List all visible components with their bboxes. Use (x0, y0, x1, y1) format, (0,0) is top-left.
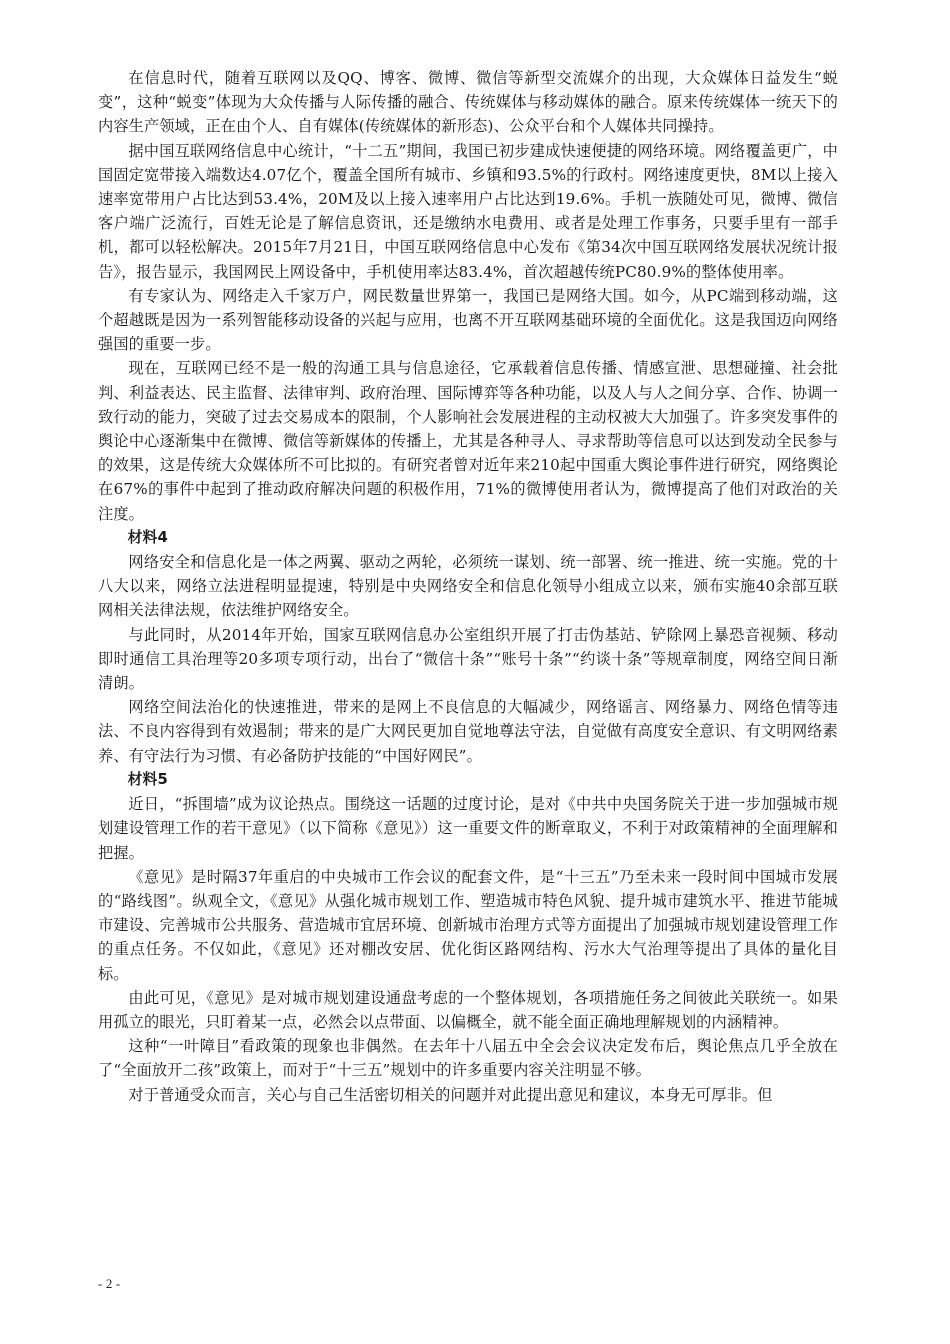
body-paragraph: 对于普通受众而言，关心与自己生活密切相关的问题并对此提出意见和建议，本身无可厚非。但 (128, 1085, 773, 1104)
body-paragraph: 在信息时代，随着互联网以及QQ、博客、微博、微信等新型交流媒介的出现，大众媒体日益发生“蜕变”，这种“蜕变”体现为大众传播与人际传播的融合、传统媒体与移动媒体的融合。原来传统媒体一统天下的内容生产领域，正在由个人、自有媒体(传统媒体的新形态)、公众平台和个人媒体共同操持。 (98, 69, 838, 136)
body-paragraph: 网络安全和信息化是一体之两翼、驱动之两轮，必须统一谋划、统一部署、统一推进、统一实施。党的十八大以来，网络立法进程明显提速，特别是中央网络安全和信息化领导小组成立以来，颁布实施40余部互联网相关法律法规，依法维护网络安全。 (98, 553, 838, 620)
section-heading: 材料5 (127, 770, 168, 788)
body-paragraph: 由此可见，《意见》是对城市规划建设通盘考虑的一个整体规划，各项措施任务之间彼此关联统一。如果用孤立的眼光，只盯着某一点，必然会以点带面、以偏概全，就不能全面正确地理解规划的内涵精神。 (98, 988, 838, 1031)
document-body (98, 66, 838, 1107)
body-paragraph: 现在，互联网已经不是一般的沟通工具与信息途径，它承载着信息传播、情感宣泄、思想碰撞、社会批判、利益表达、民主监督、法律审判、政府治理、国际博弈等各种功能，以及人与人之间分享、合作、协调一致行动的能力，突破了过去交易成本的限制，个人影响社会发展进程的主动权被大大加强了。许多突发事件的舆论中心逐渐集中在微博、微信等新媒体的传播上，尤其是各种寻人、寻求帮助等信息可以达到发动全民参与的效果，这是传统大众媒体所不可比拟的。有研究者曾对近年来210起中国重大舆论事件进行研究，网络舆论在67%的事件中起到了推动政府解决问题的积极作用，71%的微博使用者认为，微博提高了他们对政治的关注度。 (98, 359, 838, 523)
section-heading: 材料4 (127, 528, 168, 546)
body-paragraph: 据中国互联网络信息中心统计，“十二五”期间，我国已初步建成快速便捷的网络环境。网络覆盖更广，中国固定宽带接入端数达4.07亿个，覆盖全国所有城市、乡镇和93.5%的行政村。网络速度更快，8M以上接入速率宽带用户占比达到53.4%，20M及以上接入速率用户占比达到19.6%。手机一族随处可见，微博、微信客户端广泛流行，百姓无论是了解信息资讯，还是缴纳水电费用、或者是处理工作事务，只要手里有一部手机，都可以轻松解决。2015年7月21日，中国互联网络信息中心发布《第34次中国互联网络发展状况统计报告》，报告显示，我国网民上网设备中，手机使用率达83.4%，首次超越传统PC80.9%的整体使用率。 (98, 141, 838, 281)
body-paragraph: 网络空间法治化的快速推进，带来的是网上不良信息的大幅减少，网络谣言、网络暴力、网络色情等违法、不良内容得到有效遏制；带来的是广大网民更加自觉地尊法守法，自觉做有高度安全意识、有文明网络素养、有守法行为习惯、有必备防护技能的“中国好网民”。 (98, 698, 838, 765)
body-paragraph: 有专家认为、网络走入千家万户，网民数量世界第一，我国已是网络大国。如今，从PC端到移动端，这个超越既是因为一系列智能移动设备的兴起与应用，也离不开互联网基础环境的全面优化。这是我国迈向网络强国的重要一步。 (98, 286, 838, 354)
body-paragraph: 与此同时，从2014年开始，国家互联网信息办公室组织开展了打击伪基站、铲除网上暴恐音视频、移动即时通信工具治理等20多项专项行动，出台了“微信十条”“账号十条”“约谈十条”等规章制度，网络空间日渐清朗。 (98, 625, 838, 693)
page-number: - 2 - (98, 1276, 121, 1291)
body-paragraph: 这种“一叶障目”看政策的现象也非偶然。在去年十八届五中全会会议决定发布后，舆论焦点几乎全放在了“全面放开二孩”政策上，而对于“十三五”规划中的许多重要内容关注明显不够。 (98, 1037, 838, 1080)
body-paragraph: 《意见》是时隔37年重启的中央城市工作会议的配套文件，是“十三五”乃至未来一段时间中国城市发展的“路线图”。纵观全文，《意见》从强化城市规划工作、塑造城市特色风貌、提升城市建筑水平、推进节能城市建设、完善城市公共服务、营造城市宜居环境、创新城市治理方式等方面提出了加强城市规划建设管理工作的重点任务。不仅如此，《意见》还对棚改安居、优化街区路网结构、污水大气治理等提出了具体的量化目标。 (98, 867, 838, 983)
body-paragraph: 近日，“拆围墙”成为议论热点。围绕这一话题的过度讨论，是对《中共中央国务院关于进一步加强城市规划建设管理工作的若干意见》（以下简称《意见》）这一重要文件的断章取义，不利于对政策精神的全面理解和把握。 (98, 795, 838, 862)
